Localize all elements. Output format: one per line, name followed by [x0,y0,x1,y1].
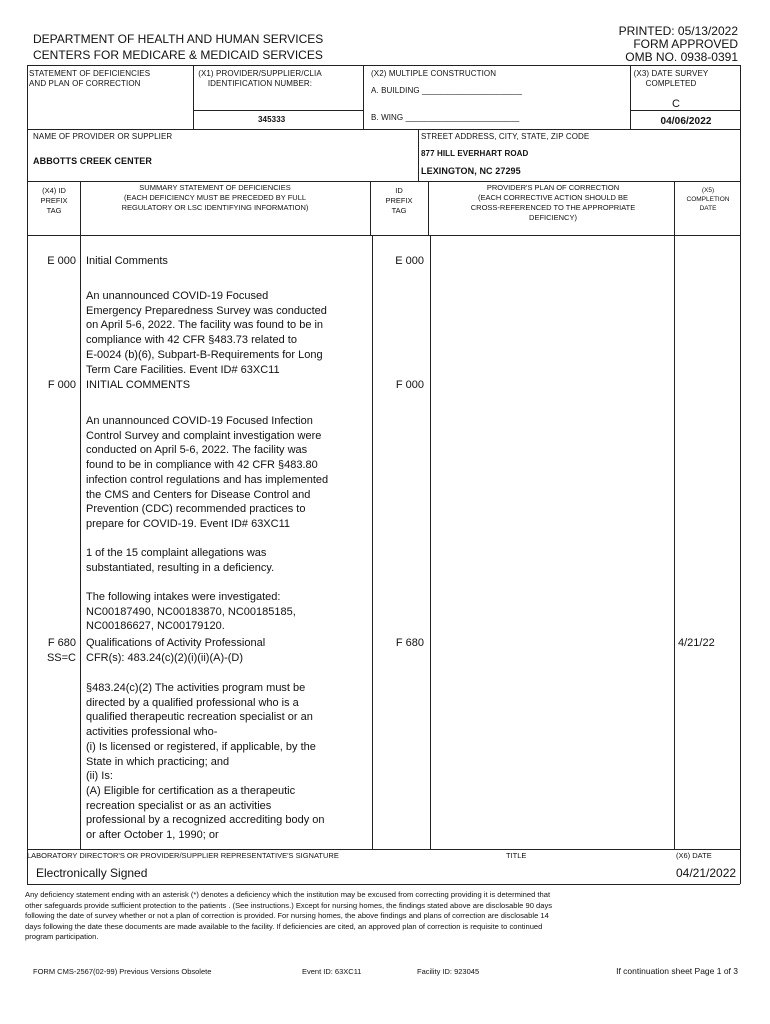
rule [27,65,28,849]
rule [27,65,740,66]
rule [630,110,740,111]
x1-label: (X1) PROVIDER/SUPPLIER/CLIA IDENTIFICATION NUMBER: [198,69,322,88]
building-field: A. BUILDING ______________________ [371,86,523,95]
x3-label: (X3) DATE SURVEY COMPLETED [633,69,709,88]
rule [363,65,364,129]
agency-name: CENTERS FOR MEDICARE & MEDICAID SERVICES [33,48,323,62]
x4-header: (X4) ID PREFIX TAG [40,186,68,215]
e000-title: Initial Comments [86,255,168,267]
provider-number: 345333 [258,115,286,124]
page-number: If continuation sheet Page 1 of 3 [616,966,738,976]
signature-label: LABORATORY DIRECTOR'S OR PROVIDER/SUPPLIER REPRESENTATIVE'S SIGNATURE [27,851,339,860]
printed-date: PRINTED: 05/13/2022 [618,24,738,38]
e000-id-tag: E 000 [395,255,424,267]
rule [370,181,371,235]
f000-id-tag: F 000 [395,379,424,391]
f680-title: Qualifications of Activity Professional CFR(s): 483.24(c)(2)(i)(ii)(A)-(D) [86,637,266,664]
provider-name: ABBOTTS CREEK CENTER [33,156,153,166]
wing-field: B. WING _________________________ [371,113,520,122]
rule [27,181,740,182]
form-approved: FORM APPROVED [633,37,738,51]
rule [372,235,373,849]
f000-intakes-text: The following intakes were investigated: NC00187490, NC00183870, NC00185185, NC00186627, NC00179120. [86,591,296,633]
f680-text: §483.24(c)(2) The activities program must be directed by a qualified professional who is a qualified therapeutic recreation specialist or an activities professional who- (i) Is licensed or registered, if applicable, by the State in which practicing; and (ii) Is: (A) Eligible for certification as a therapeutic recreation specialist or as an activities professional by a recognized accrediting body on or after October 1, 1990; or [86,682,325,842]
address-street: 877 HILL EVERHART ROAD [421,149,529,158]
e000-tag: E 000 [47,255,76,267]
e000-text: An unannounced COVID-19 Focused Emergency Preparedness Survey was conducted on April 5-6, 2022. The facility was found to be in compliance with 42 CFR §483.73 related to E-0024 (b)(6), Subpart-B-Requirements for Long Term Care Facilities. Event ID# 63XC11 [86,290,327,376]
title-label: TITLE [506,851,527,860]
address-label: STREET ADDRESS, CITY, STATE, ZIP CODE [421,132,590,141]
rule [418,129,419,181]
provider-label: NAME OF PROVIDER OR SUPPLIER [33,132,173,141]
omb-number: OMB NO. 0938-0391 [625,50,738,64]
rule [630,65,631,129]
event-id: Event ID: 63XC11 [302,967,362,976]
signature-date: 04/21/2022 [676,866,737,880]
f680-id-tag: F 680 [395,637,424,649]
f000-text: An unannounced COVID-19 Focused Infection Control Survey and complaint investigation were conducted on April 5-6, 2022. The facility was found to be in compliance with 42 CFR §483.80 infection control regulations and has implemented the CMS and Centers for Disease Control and Prevention (CDC) recommended practices to prepare for COVID-19. Event ID# 63XC11 [86,415,329,530]
summary-header: SUMMARY STATEMENT OF DEFICIENCIES (EACH DEFICIENCY MUST BE PRECEDED BY FULL REGULATORY OR LSC IDENTIFYING INFORMATION) [121,183,309,212]
f680-tag: F 680 SS=C [46,637,76,664]
rule [193,65,194,129]
form-number: FORM CMS-2567(02-99) Previous Versions Obsolete [33,967,212,976]
signature-value: Electronically Signed [36,866,148,880]
rule [430,235,431,849]
f000-title: INITIAL COMMENTS [86,379,191,391]
plan-header: PROVIDER'S PLAN OF CORRECTION (EACH CORRECTIVE ACTION SHOULD BE CROSS-REFERENCED TO THE APPROPRIATE DEFICIENCY) [470,183,636,222]
rule [27,129,740,130]
department-name: DEPARTMENT OF HEALTH AND HUMAN SERVICES [33,32,324,46]
address-city: LEXINGTON, NC 27295 [421,166,521,176]
disclaimer-text: Any deficiency statement ending with an asterisk (*) denotes a deficiency which the institution may be excused from correcting providing it is determined that other safeguards provide sufficient protection to the patients . (See instructions.) Except for nursing homes, the findings stated above are disclosable 90 days following the date of survey whether or not a plan of correction is provided. For nursing homes, the above findings and plans of correction are disclosable 14 days following the date these documents are made available to the facility. If deficiencies are cited, an approved plan of correction is requisite to continued program participation. [25,890,553,941]
f680-completion-date: 4/21/22 [678,637,715,649]
rule [27,235,740,236]
rule [27,884,740,885]
x3-code: C [672,98,680,110]
x2-label: (X2) MULTIPLE CONSTRUCTION [371,69,497,78]
rule [740,65,741,849]
x5-header: (X5) COMPLETION DATE [686,187,730,212]
date-label: (X6) DATE [676,851,712,860]
rule [193,110,363,111]
survey-date: 04/06/2022 [660,116,712,127]
id-header: ID PREFIX TAG [385,186,413,215]
f000-tag: F 000 [47,379,76,391]
rule [80,181,81,849]
facility-id: Facility ID: 923045 [417,967,480,976]
f000-complaint-text: 1 of the 15 complaint allegations was substantiated, resulting in a deficiency. [86,547,275,574]
statement-label: STATEMENT OF DEFICIENCIES AND PLAN OF CORRECTION [29,69,151,88]
rule [674,181,675,849]
rule [428,181,429,235]
rule [740,849,741,884]
rule [27,849,740,850]
